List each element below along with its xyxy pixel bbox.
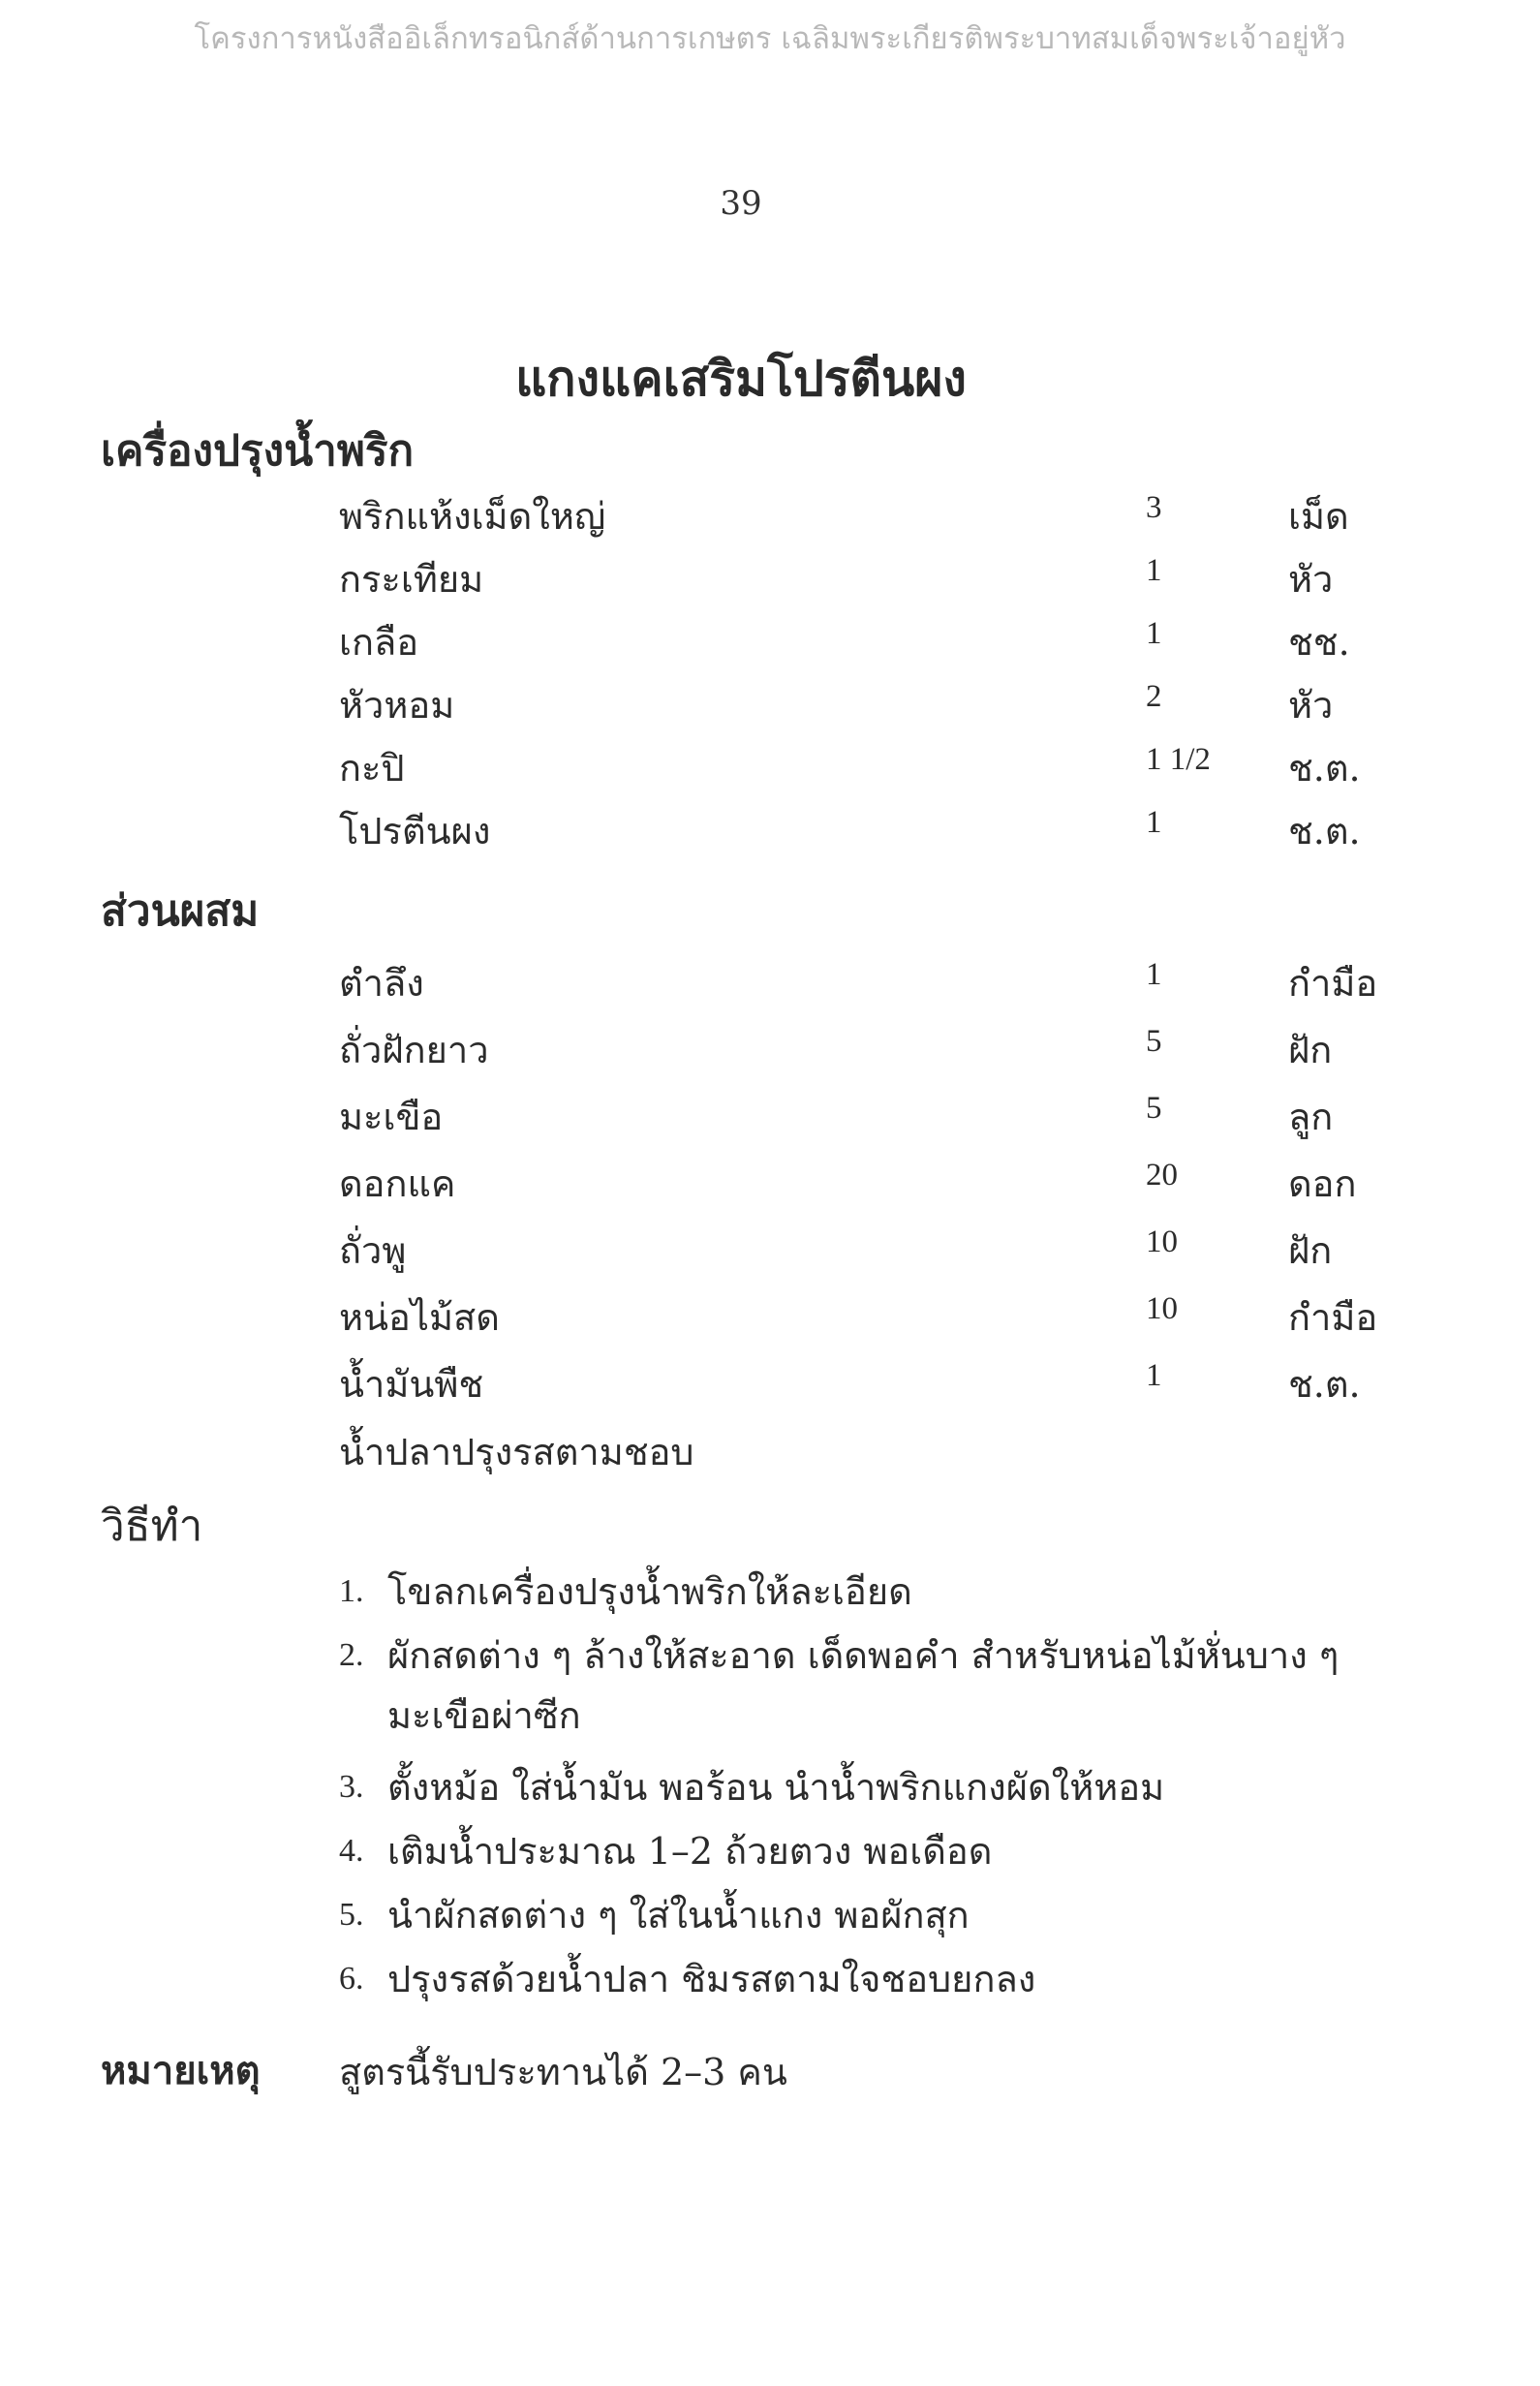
ingredient-row <box>0 1020 1540 1078</box>
step-text: นำผักสดต่าง ๆ ใส่ในน้ำแกง พอผักสุก <box>387 1894 970 1937</box>
step-number: 2. <box>339 1637 364 1673</box>
ingredient-unit: ช.ต. <box>1288 810 1361 852</box>
step-text: ผักสดต่าง ๆ ล้างให้สะอาด เด็ดพอคำ สำหรับหน่อไม้หั่นบาง ๆ มะเขือผ่าซีก <box>387 1634 1340 1737</box>
method-step <box>339 1562 1414 1622</box>
recipe-title: แกงแคเสริมโปรตีนผง <box>515 351 967 407</box>
step-text: ตั้งหม้อ ใส่น้ำมัน พอร้อน นำน้ำพริกแกงผัดให้หอม <box>387 1766 1165 1809</box>
note-label: หมายเหตุ <box>101 2048 261 2093</box>
step-number: 6. <box>339 1961 364 1997</box>
step-text: โขลกเครื่องปรุงน้ำพริกให้ละเอียด <box>387 1570 912 1613</box>
ingredient-quantity: 5 <box>1146 1024 1162 1059</box>
seasoning-note: น้ำปลาปรุงรสตามชอบ <box>339 1431 694 1473</box>
note-text: สูตรนี้รับประทานได้ 2–3 คน <box>339 2051 787 2093</box>
ingredient-unit: ช.ต. <box>1288 747 1361 790</box>
ingredient-name: เกลือ <box>339 621 419 664</box>
ingredient-name: ดอกแค <box>339 1162 456 1205</box>
ingredient-quantity: 1 <box>1146 805 1162 840</box>
ingredient-name: พริกแห้งเม็ดใหญ่ <box>339 495 606 538</box>
step-text: เติมน้ำประมาณ 1–2 ถ้วยตวง พอเดือด <box>387 1830 993 1873</box>
ingredient-unit: ชช. <box>1288 621 1350 664</box>
step-text: ปรุงรสด้วยน้ำปลา ชิมรสตามใจชอบยกลง <box>387 1958 1036 2000</box>
mix-ingredients-heading: ส่วนผสม <box>101 886 260 936</box>
ingredient-quantity: 1 <box>1146 957 1162 992</box>
ingredient-row <box>0 953 1540 1011</box>
ingredient-quantity: 1 1/2 <box>1146 742 1211 777</box>
method-heading: วิธีทำ <box>101 1502 203 1551</box>
ingredient-row <box>0 1287 1540 1346</box>
page-number: 39 <box>720 184 762 223</box>
ingredient-row <box>0 1221 1540 1279</box>
method-step <box>339 1757 1414 1817</box>
ingredient-quantity: 1 <box>1146 1358 1162 1393</box>
ingredient-quantity: 5 <box>1146 1091 1162 1126</box>
ingredient-quantity: 10 <box>1146 1291 1178 1326</box>
step-number: 3. <box>339 1769 364 1805</box>
ingredient-quantity: 10 <box>1146 1224 1178 1259</box>
method-step <box>339 1949 1414 2009</box>
ingredient-name: ถั่วฝักยาว <box>339 1029 489 1071</box>
ingredient-row <box>0 801 1540 859</box>
ingredient-unit: หัว <box>1288 558 1334 601</box>
ingredient-row <box>0 738 1540 796</box>
step-number: 4. <box>339 1833 364 1869</box>
ingredient-name: มะเขือ <box>339 1096 444 1138</box>
ingredient-unit: ลูก <box>1288 1096 1334 1138</box>
book-project-header: โครงการหนังสืออิเล็กทรอนิกส์ด้านการเกษตร เฉลิมพระเกียรติพระบาทสมเด็จพระเจ้าอยู่หัว <box>194 21 1346 56</box>
ingredient-name: กะปิ <box>339 747 405 790</box>
ingredient-row <box>0 1354 1540 1412</box>
ingredient-unit: หัว <box>1288 684 1334 727</box>
ingredient-name: ตำลึง <box>339 962 424 1005</box>
ingredient-unit: ฝัก <box>1288 1229 1333 1272</box>
ingredient-unit: กำมือ <box>1288 1296 1378 1339</box>
method-step <box>339 1626 1414 1746</box>
ingredient-quantity: 1 <box>1146 616 1162 651</box>
ingredient-unit: ฝัก <box>1288 1029 1333 1071</box>
ingredient-unit: ดอก <box>1288 1162 1357 1205</box>
ingredient-name: หน่อไม้สด <box>339 1296 500 1339</box>
step-number: 5. <box>339 1897 364 1933</box>
ingredient-unit: กำมือ <box>1288 962 1378 1005</box>
ingredient-quantity: 3 <box>1146 490 1162 525</box>
ingredient-unit: เม็ด <box>1288 495 1349 538</box>
ingredient-name: น้ำมันพืช <box>339 1363 484 1406</box>
method-step <box>339 1821 1414 1881</box>
ingredient-row <box>0 1087 1540 1145</box>
ingredient-row <box>0 1154 1540 1212</box>
ingredient-name: กระเทียม <box>339 558 484 601</box>
ingredient-quantity: 20 <box>1146 1158 1178 1193</box>
method-step <box>339 1885 1414 1945</box>
ingredient-row <box>0 675 1540 733</box>
ingredient-name: โปรตีนผง <box>339 810 491 852</box>
ingredient-row <box>0 486 1540 544</box>
ingredient-name: หัวหอม <box>339 684 455 727</box>
step-number: 1. <box>339 1573 364 1609</box>
ingredient-row <box>0 549 1540 607</box>
paste-ingredients-heading: เครื่องปรุงน้ำพริก <box>101 426 415 476</box>
ingredient-unit: ช.ต. <box>1288 1363 1361 1406</box>
ingredient-name: ถั่วพู <box>339 1229 407 1272</box>
ingredient-quantity: 2 <box>1146 679 1162 714</box>
ingredient-quantity: 1 <box>1146 553 1162 588</box>
ingredient-row <box>0 612 1540 670</box>
